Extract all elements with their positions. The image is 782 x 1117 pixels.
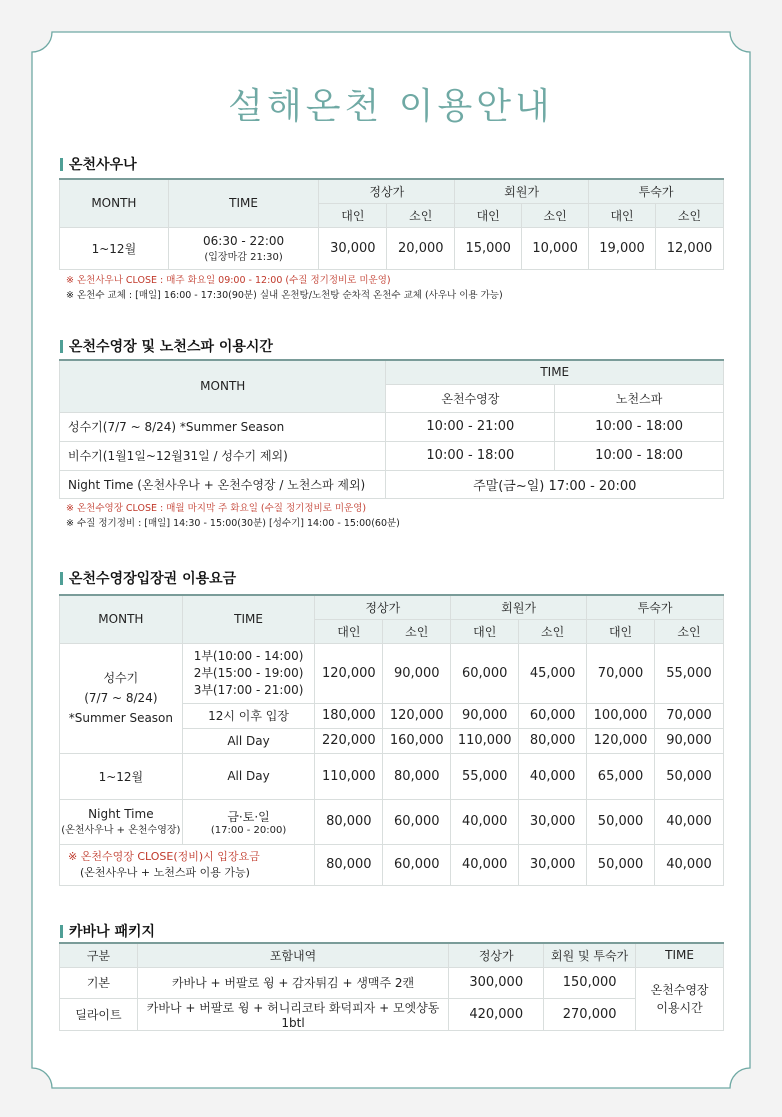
section-title: 카바나 패키지 [69, 924, 156, 940]
price-cell: 50,000 [655, 753, 724, 799]
header-normal: 정상가 [449, 943, 544, 967]
price-cell: 220,000 [315, 728, 383, 753]
night-time: 주말(금~일) 17:00 - 20:00 [386, 470, 724, 498]
price-cell: 55,000 [451, 753, 519, 799]
sauna-price-table [59, 178, 724, 270]
pool-hours-table [59, 359, 724, 499]
header-group: 정상가 [315, 595, 451, 619]
header-sub: 소인 [655, 619, 724, 643]
cell-time: All Day [182, 728, 315, 753]
price-cell: 90,000 [451, 703, 519, 728]
price-cell: 270,000 [544, 998, 636, 1030]
price-cell: 80,000 [315, 799, 383, 844]
header-sub: 소인 [519, 619, 587, 643]
pool-fee-table [59, 594, 724, 886]
price-cell: 180,000 [315, 703, 383, 728]
row-label: 비수기(1월1일~12월31일 / 성수기 제외) [60, 441, 386, 470]
price-cell: 50,000 [587, 799, 655, 844]
price-cell: 160,000 [383, 728, 451, 753]
header-sub: 대인 [315, 619, 383, 643]
table-row [60, 227, 724, 269]
price-cell: 40,000 [655, 799, 724, 844]
table-row [60, 643, 724, 703]
price-cell: 60,000 [451, 643, 519, 703]
price-cell: 40,000 [451, 844, 519, 885]
price-cell: 40,000 [519, 753, 587, 799]
price-cell: 120,000 [315, 643, 383, 703]
header-spa: 노천스파 [555, 384, 724, 412]
section-heading-pool-hours [60, 336, 273, 356]
header-detail: 포함내역 [137, 943, 448, 967]
peak-en: *Summer Season [68, 711, 174, 725]
peak-label: 성수기 [103, 671, 139, 685]
pool-time: 10:00 - 18:00 [386, 441, 555, 470]
night-label: Night Time [88, 807, 154, 821]
price-cell: 15,000 [455, 227, 522, 269]
table-row [60, 470, 724, 498]
price-cell: 120,000 [587, 728, 655, 753]
header-group: 정상가 [319, 179, 455, 203]
time-l1: 온천수영장 [650, 982, 709, 997]
pool-time: 10:00 - 21:00 [386, 412, 555, 441]
session-1: 1부(10:00 - 14:00) [193, 648, 304, 663]
close-note: ※ 온천수영장 CLOSE(정비)시 입장요금 [68, 849, 260, 863]
note-close: ※ 온천수영장 CLOSE : 매월 마지막 주 화요일 (수질 정기정비로 미운영) [66, 503, 367, 514]
price-cell: 12,000 [656, 227, 724, 269]
price-cell: 80,000 [519, 728, 587, 753]
price-cell: 120,000 [383, 703, 451, 728]
sauna-notes [66, 273, 503, 303]
cell-month [60, 799, 183, 844]
table-row [60, 844, 724, 885]
heading-bar-icon [60, 158, 63, 171]
spa-time: 10:00 - 18:00 [555, 412, 724, 441]
night-hours: (17:00 - 20:00) [210, 824, 287, 836]
price-cell: 70,000 [655, 703, 724, 728]
night-sub: (온천사우나 + 온천수영장) [61, 825, 181, 836]
price-cell: 30,000 [319, 227, 387, 269]
row-label: 성수기(7/7 ~ 8/24) *Summer Season [60, 412, 386, 441]
header-sub: 대인 [589, 203, 656, 227]
time-value: 06:30 - 22:00 [203, 233, 285, 248]
package-type: 딜라이트 [60, 998, 138, 1030]
price-cell: 110,000 [451, 728, 519, 753]
peak-dates: (7/7 ~ 8/24) [84, 691, 158, 705]
header-sub: 소인 [522, 203, 589, 227]
price-cell: 80,000 [315, 844, 383, 885]
night-days: 금·토·일 [227, 809, 270, 824]
page-title: 설해온천 이용안내 [228, 86, 554, 127]
section-title: 온천사우나 [69, 157, 137, 173]
price-cell: 150,000 [544, 967, 636, 998]
price-cell: 50,000 [587, 844, 655, 885]
price-cell: 60,000 [383, 844, 451, 885]
header-month: MONTH [60, 360, 386, 412]
price-cell: 45,000 [519, 643, 587, 703]
note-close: ※ 온천사우나 CLOSE : 매주 화요일 09:00 - 12:00 (수질 정기정비로 미운영) [66, 275, 391, 286]
header-sub: 소인 [656, 203, 724, 227]
price-cell: 65,000 [587, 753, 655, 799]
price-cell: 30,000 [519, 844, 587, 885]
cell-close-note [60, 844, 315, 885]
header-member: 회원 및 투숙가 [544, 943, 636, 967]
price-cell: 90,000 [383, 643, 451, 703]
cell-time [168, 227, 319, 269]
package-detail: 카바나 + 버팔로 윙 + 허니리코타 화덕피자 + 모엣샹동 1btl [137, 998, 448, 1030]
package-type: 기본 [60, 967, 138, 998]
header-time: TIME [386, 360, 724, 384]
header-sub: 대인 [455, 203, 522, 227]
header-group: 투숙가 [589, 179, 724, 203]
note-water: ※ 온천수 교체 : [매일] 16:00 - 17:30(90분) 실내 온천탕/노천탕 순차적 온천수 교체 (사우나 이용 가능) [66, 290, 503, 301]
time-l2: 이용시간 [656, 1000, 703, 1015]
table-row [60, 441, 724, 470]
table-row [60, 998, 724, 1030]
price-cell: 30,000 [519, 799, 587, 844]
header-type: 구분 [60, 943, 138, 967]
time-sub: (입장마감 21:30) [204, 251, 283, 263]
cell-peak-season [60, 643, 183, 753]
price-cell: 90,000 [655, 728, 724, 753]
header-group: 회원가 [451, 595, 587, 619]
session-2: 2부(15:00 - 19:00) [193, 665, 304, 680]
section-heading-sauna [60, 154, 137, 174]
cell-time [182, 643, 315, 703]
header-time: TIME [168, 179, 319, 227]
table-row [60, 753, 724, 799]
table-row [60, 967, 724, 998]
price-cell: 40,000 [451, 799, 519, 844]
row-label: Night Time (온천사우나 + 온천수영장 / 노천스파 제외) [60, 470, 386, 498]
header-time: TIME [182, 595, 315, 643]
price-cell: 55,000 [655, 643, 724, 703]
price-cell: 60,000 [383, 799, 451, 844]
cell-month: 1~12월 [60, 753, 183, 799]
heading-bar-icon [60, 925, 63, 938]
price-cell: 20,000 [387, 227, 455, 269]
header-month: MONTH [60, 595, 183, 643]
cell-time [182, 799, 315, 844]
section-title: 온천수영장입장권 이용요금 [69, 571, 237, 587]
price-cell: 420,000 [449, 998, 544, 1030]
package-detail: 카바나 + 버팔로 윙 + 감자튀김 + 생맥주 2캔 [137, 967, 448, 998]
cabana-time [636, 967, 724, 1030]
header-pool: 온천수영장 [386, 384, 555, 412]
table-row [60, 412, 724, 441]
cell-time: All Day [182, 753, 315, 799]
price-cell: 80,000 [383, 753, 451, 799]
price-cell: 300,000 [449, 967, 544, 998]
cabana-table [59, 942, 724, 1031]
price-cell: 70,000 [587, 643, 655, 703]
heading-bar-icon [60, 340, 63, 353]
header-group: 회원가 [455, 179, 589, 203]
table-row [60, 799, 724, 844]
pool-hours-notes [66, 501, 400, 531]
header-sub: 대인 [451, 619, 519, 643]
note-maintenance: ※ 수질 정기정비 : [매일] 14:30 - 15:00(30분) [성수기] 14:00 - 15:00(60분) [66, 518, 400, 529]
price-cell: 10,000 [522, 227, 589, 269]
heading-bar-icon [60, 572, 63, 585]
price-cell: 60,000 [519, 703, 587, 728]
section-title: 온천수영장 및 노천스파 이용시간 [69, 339, 273, 355]
section-heading-cabana [60, 921, 155, 941]
spa-time: 10:00 - 18:00 [555, 441, 724, 470]
price-cell: 19,000 [589, 227, 656, 269]
header-sub: 대인 [587, 619, 655, 643]
cell-month: 1~12월 [60, 227, 169, 269]
header-month: MONTH [60, 179, 169, 227]
header-group: 투숙가 [587, 595, 724, 619]
cell-time: 12시 이후 입장 [182, 703, 315, 728]
section-heading-pool-fee [60, 568, 236, 588]
price-cell: 40,000 [655, 844, 724, 885]
header-time: TIME [636, 943, 724, 967]
close-note-sub: (온천사우나 + 노천스파 이용 가능) [80, 865, 250, 879]
session-3: 3부(17:00 - 21:00) [193, 682, 304, 697]
header-sub: 소인 [387, 203, 455, 227]
price-cell: 110,000 [315, 753, 383, 799]
price-cell: 100,000 [587, 703, 655, 728]
header-sub: 대인 [319, 203, 387, 227]
header-sub: 소인 [383, 619, 451, 643]
